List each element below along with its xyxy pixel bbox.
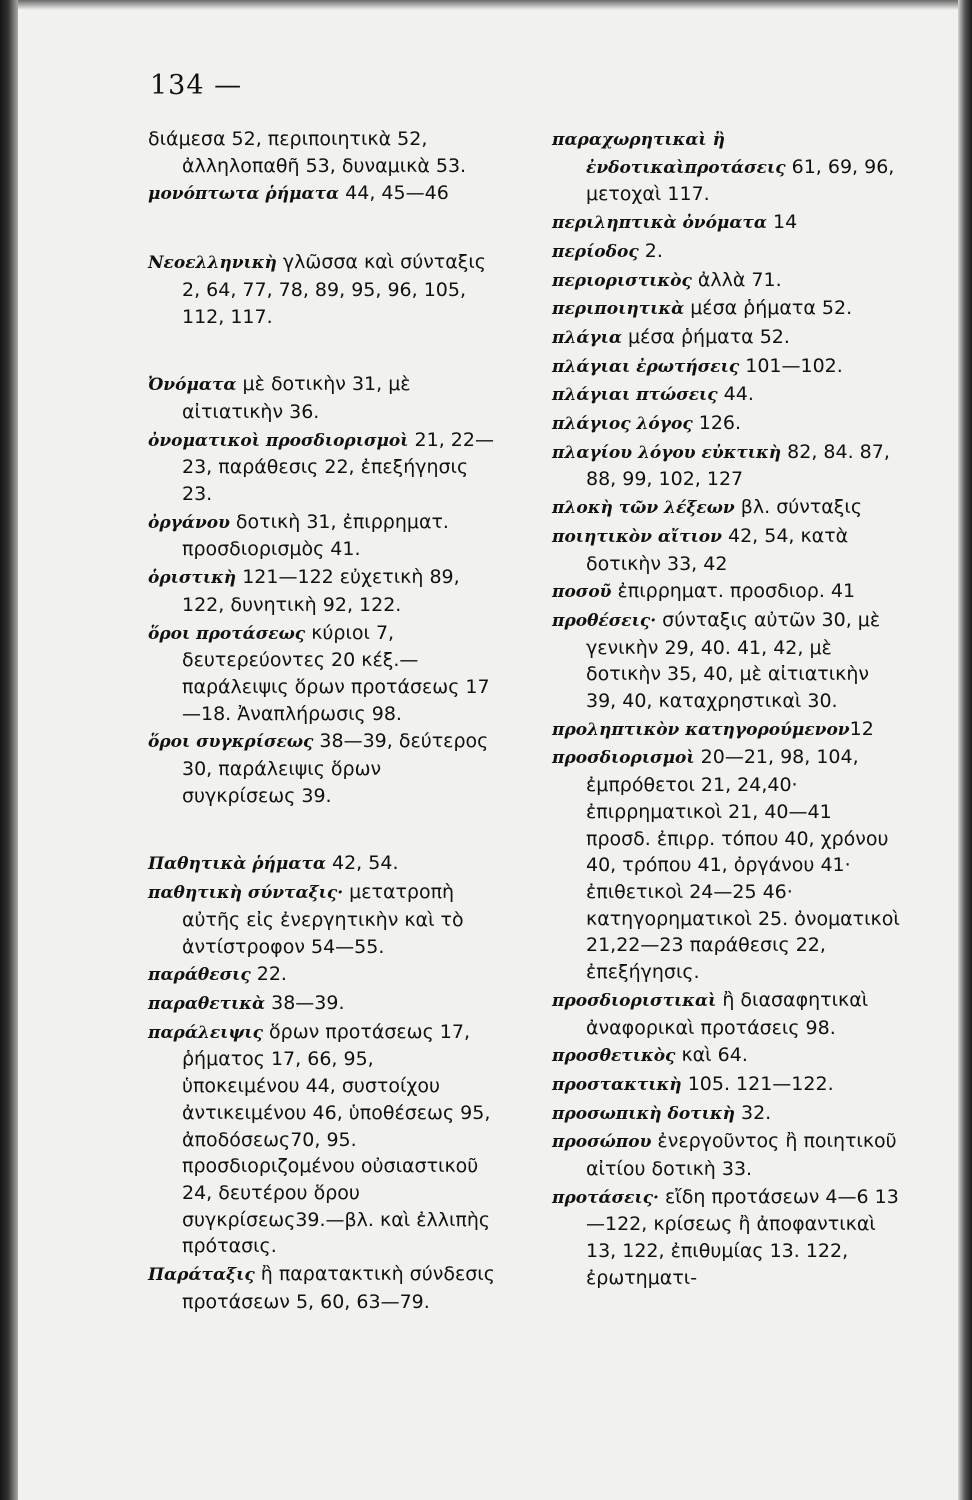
index-entry <box>552 295 900 323</box>
index-entry <box>552 209 900 237</box>
index-references: ὅρων προτάσεως 17, ῥήματος 17, 66, 95, ὑποκειμένου 44, συστοίχου ἀντικειμένου 46, ὑποθέσεως 95, ἀποδόσεως70, 95. προσδιοριζομένου οὐσιαστικοῦ 24, δευτέρου ὅρου συγκρίσεως39.—βλ. καὶ ἐλλιπὴς πρότασις. <box>182 1020 491 1258</box>
index-references: ἐπιρρηματ. προσδιορ. 41 <box>611 580 856 603</box>
index-references: 61, 69, 96, μετοχαὶ 117. <box>586 155 895 206</box>
index-headword: περιοριστικὸς <box>552 270 692 291</box>
index-references: 101—102. <box>739 354 843 377</box>
index-entry <box>552 353 900 381</box>
index-references: ἀλλὰ 71. <box>691 268 782 291</box>
index-headword: περιποιητικὰ <box>552 299 685 320</box>
index-entry <box>552 1184 900 1292</box>
index-references: 32. <box>734 1101 772 1124</box>
index-headword: προθέσεις· <box>552 610 657 631</box>
index-entry <box>552 607 900 715</box>
index-headword: προτάσεις· <box>552 1187 659 1208</box>
index-headword: προσθετικὸς <box>552 1046 676 1067</box>
index-column-right <box>552 126 900 1293</box>
index-references: 44. <box>717 383 754 406</box>
index-headword: ὀργάνου <box>148 512 230 533</box>
index-references: γλῶσσα καὶ σύνταξις 2, 64, 77, 78, 89, 95, 96, 105, 112, 117. <box>182 251 486 328</box>
index-headword: ὀνοματικοὶ προσδιορισμοὶ <box>148 430 409 451</box>
index-references: 12 <box>849 717 874 740</box>
index-headword: ποσοῦ <box>552 582 612 603</box>
index-entry <box>552 381 900 409</box>
index-entry <box>552 494 900 522</box>
index-headword: παραθετικὰ <box>148 993 266 1014</box>
page-top-shadow <box>0 0 972 10</box>
index-entry <box>552 324 900 352</box>
index-entry <box>148 509 496 563</box>
index-headword: παθητικὴ σύνταξις· <box>148 883 344 904</box>
page-number: 134 — <box>150 70 243 101</box>
index-headword: πλοκὴ τῶν λέξεων <box>552 498 735 519</box>
index-entry <box>148 249 496 330</box>
index-entry <box>552 1042 900 1070</box>
index-headword: ὅροι προτάσεως <box>148 623 306 644</box>
index-references: 105. 121—122. <box>681 1072 834 1095</box>
index-entry <box>148 850 496 878</box>
index-references: 22. <box>250 963 287 986</box>
index-entry <box>148 728 496 809</box>
index-entry <box>148 180 496 208</box>
index-entry <box>552 238 900 266</box>
index-entry <box>552 410 900 438</box>
index-references: 44, 45—46 <box>339 182 449 205</box>
index-references: 42, 54, κατὰ δοτικὴν 33, 42 <box>586 524 849 575</box>
index-references: εἴδη προτάσεων 4—6 13—122, κρίσεως ἢ ἀποφαντικαὶ 13, 122, ἐπιθυμίας 13. 122, ἐρωτηματι- <box>586 1185 899 1289</box>
index-headword: Ὀνόματα <box>148 375 237 396</box>
index-entry <box>148 990 496 1018</box>
index-references: 2. <box>638 239 663 262</box>
index-entry <box>148 371 496 425</box>
index-headword: προστακτικὴ <box>552 1074 682 1095</box>
index-references: καὶ 64. <box>675 1044 748 1067</box>
index-headword: ποιητικὸν αἴτιον <box>552 526 722 547</box>
index-references: 42, 54. <box>325 852 399 875</box>
index-headword: πλαγίου λόγου εὐκτικὴ <box>552 442 782 463</box>
index-headword: παραχωρητικαὶ ἢ ἐνδοτικαὶπροτάσεις <box>552 130 786 178</box>
index-headword: ὅροι συγκρίσεως <box>148 732 314 753</box>
index-entry <box>148 1261 496 1315</box>
index-entry <box>148 427 496 508</box>
index-entry <box>148 879 496 960</box>
index-headword: προσωπικὴ δοτικὴ <box>552 1103 735 1124</box>
section-gap <box>148 209 496 249</box>
index-references: 38—39. <box>265 991 345 1014</box>
index-entry <box>552 578 900 606</box>
index-entry <box>552 744 900 985</box>
index-headword: Παράταξις <box>148 1265 255 1286</box>
index-references: σύνταξις αὐτῶν 30, μὲ γενικὴν 29, 40. 41, 42, μὲ δοτικὴν 35, 40, μὲ αἰτιατικὴν 39, 40, καταχρηστικαὶ 30. <box>586 608 881 713</box>
index-references: διάμεσα 52, περιποιητικὰ 52, ἀλληλοπαθῆ 53, δυναμικὰ 53. <box>148 128 467 177</box>
index-references: δοτικὴ 31, ἐπιρρηματ. προσδιορισμὸς 41. <box>182 510 449 561</box>
index-headword: περιληπτικὰ ὀνόματα <box>552 213 767 234</box>
index-entry <box>552 439 900 493</box>
index-headword: πλάγια <box>552 327 622 348</box>
index-references: 38—39, δεύτερος 30, παράλειψις ὅρων συγκρίσεως 39. <box>182 730 489 807</box>
section-gap <box>148 810 496 850</box>
index-headword: Νεοελληνικὴ <box>148 253 277 274</box>
index-headword: Παθητικὰ ῥήματα <box>148 854 326 875</box>
index-entry <box>148 126 496 179</box>
index-entry <box>552 126 900 208</box>
index-entry <box>552 1100 900 1128</box>
index-references: βλ. σύνταξις <box>734 496 862 519</box>
index-headword: προσώπου <box>552 1132 652 1153</box>
index-references: μὲ δοτικὴν 31, μὲ αἰτιατικὴν 36. <box>182 373 411 423</box>
index-headword: ὁριστικὴ <box>148 568 237 589</box>
index-entry <box>552 1128 900 1182</box>
index-references: ἢ διασαφητικαὶ ἀναφορικαὶ προτάσεις 98. <box>586 988 869 1039</box>
index-headword: πλάγιος λόγος <box>552 414 693 435</box>
index-entry <box>552 987 900 1041</box>
index-headword: μονόπτωτα ῥήματα <box>148 184 340 205</box>
index-column-left <box>148 126 496 1316</box>
index-entry <box>552 523 900 577</box>
index-references: 20—21, 98, 104, ἐμπρόθετοι 21, 24,40· ἐπιρρηματικοὶ 21, 40—41 προσδ. ἐπιρρ. τόπου 40, χρόνου 40, τρόπου 41, ὀργάνου 41· ἐπιθετικοὶ 24—25 46· κατηγορηματικοὶ 25. ὀνοματικοὶ 21,22—23 παράθεσις 22, ἐπεξήγησις. <box>586 746 900 984</box>
index-headword: προσδιορισμοὶ <box>552 748 695 769</box>
index-headword: προσδιοριστικαὶ <box>552 990 717 1011</box>
index-references: 14 <box>766 211 798 234</box>
index-references: μετατροπὴ αὐτῆς εἰς ἐνεργητικὴν καὶ τὸ ἀντίστροφον 54—55. <box>182 881 464 958</box>
index-entry <box>148 961 496 989</box>
index-references: ἢ παρατακτικὴ σύνδεσις προτάσεων 5, 60, 63—79. <box>182 1263 495 1313</box>
index-headword: περίοδος <box>552 241 639 262</box>
page-right-edge <box>958 0 972 1500</box>
index-references: κύριοι 7, δευτερεύοντες 20 κέξ.—παράλειψις ὅρων προτάσεως 17—18. Ἀναπλήρωσις 98. <box>182 621 490 725</box>
index-entry <box>148 564 496 618</box>
index-entry <box>148 1019 496 1260</box>
index-entry <box>552 716 900 744</box>
index-headword: προληπτικὸν κατηγορούμενον <box>552 719 850 740</box>
index-headword: παράθεσις <box>148 965 251 986</box>
index-entry <box>148 620 496 728</box>
index-entry <box>552 267 900 295</box>
index-references: 21, 22—23, παράθεσις 22, ἐπεξήγησις 23. <box>182 428 494 506</box>
index-references: μέσα ῥήματα 52. <box>684 297 853 320</box>
page-left-edge <box>0 0 18 1500</box>
index-entry <box>552 1071 900 1099</box>
index-references: ἐνεργοῦντος ἢ ποιητικοῦ αἰτίου δοτικὴ 33. <box>586 1130 897 1181</box>
index-references: μέσα ῥήματα 52. <box>621 325 790 348</box>
index-headword: παράλειψις <box>148 1022 263 1043</box>
index-headword: πλάγιαι πτώσεις <box>552 385 718 406</box>
index-headword: πλάγιαι ἐρωτήσεις <box>552 356 740 377</box>
index-references: 126. <box>692 412 742 435</box>
index-references: 82, 84. 87, 88, 99, 102, 127 <box>586 440 890 491</box>
section-gap <box>148 331 496 371</box>
index-references: 121—122 εὐχετικὴ 89, 122, δυνητικὴ 92, 122. <box>182 566 460 616</box>
